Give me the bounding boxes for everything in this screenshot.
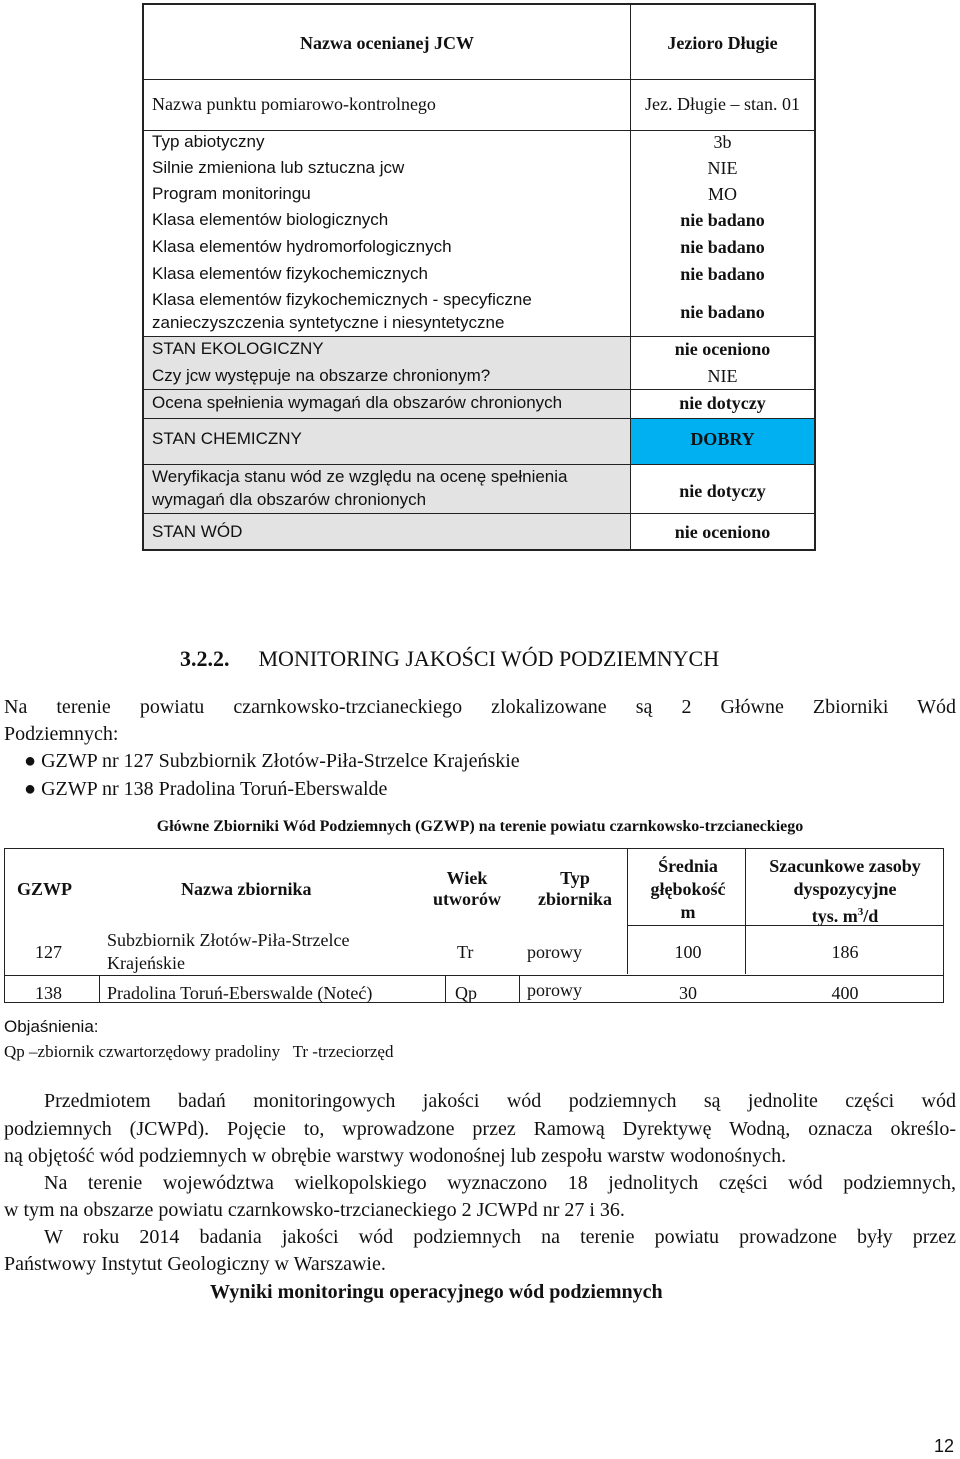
col-age-header-l2: utworów [433, 889, 501, 909]
col-resources-header-l1: Szacunkowe zasoby [769, 856, 921, 876]
row-label: Klasa elementów fizykochemicznych - specyficzne [152, 290, 532, 309]
row138-name: Pradolina Toruń-Eberswalde (Noteć) [107, 983, 373, 1003]
col-age-header [417, 868, 517, 910]
row-label: wymagań dla obszarów chronionych [152, 490, 427, 509]
col-name-header: Nazwa zbiornika [181, 879, 312, 899]
jcw-header-row [144, 5, 814, 79]
row-label: Typ abiotyczny [152, 132, 265, 151]
row-value: nie oceniono [674, 339, 771, 359]
jcw-name-label: Nazwa ocenianej JCW [300, 33, 474, 53]
p2-line1: Na terenie województwa wielkopolskiego wyznaczono 18 jednolitych części wód podziemnych, [44, 1172, 956, 1194]
row-label: STAN CHEMICZNY [152, 429, 302, 448]
p1-line2: podziemnych (JCWPd). Pojęcie to, wprowadzone przez Ramową Dyrektywę Wodną, oznacza określo- [4, 1118, 956, 1140]
point-label: Nazwa punktu pomiarowo-kontrolnego [152, 94, 436, 114]
row138-gzwp: 138 [35, 983, 62, 1003]
jcw-name-value: Jezioro Długie [667, 33, 778, 53]
jcw-status-table [142, 3, 816, 551]
row-label: STAN WÓD [152, 522, 243, 541]
row-value: nie badano [680, 237, 765, 257]
section-title: MONITORING JAKOŚCI WÓD PODZIEMNYCH [258, 646, 720, 671]
p3-line1: W roku 2014 badania jakości wód podziemnych na terenie powiatu prowadzone były przez [44, 1226, 956, 1248]
row127-depth: 100 [674, 942, 702, 962]
row-value: nie oceniono [674, 522, 771, 542]
p3-line2: Państwowy Instytut Geologiczny w Warszawie. [4, 1253, 386, 1275]
row-label: Klasa elementów biologicznych [152, 210, 389, 229]
legend-title: Objaśnienia: [4, 1017, 99, 1036]
row127-gzwp: 127 [35, 942, 62, 962]
p1-line1: Przedmiotem badań monitoringowych jakości wód podziemnych są jednolite części wód [44, 1090, 956, 1112]
section-number: 3.2.2. [180, 646, 230, 671]
row138-depth: 30 [679, 983, 697, 1003]
row-label: STAN EKOLOGICZNY [152, 339, 324, 358]
row127-name [107, 929, 349, 975]
row127-resources: 186 [831, 942, 859, 962]
row-value: 3b [713, 132, 732, 152]
row-value: nie badano [680, 302, 765, 322]
row-label: Czy jcw występuje na obszarze chronionym? [152, 366, 491, 385]
intro-line1: Na terenie powiatu czarnkowsko-trzcianeckiego zlokalizowane są 2 Główne Zbiorniki Wód [4, 696, 956, 718]
row-value: nie dotyczy [679, 393, 766, 413]
row127-name-l2: Krajeńskie [107, 953, 185, 973]
row-value: nie badano [680, 264, 765, 284]
subheading: Wyniki monitoringu operacyjnego wód podziemnych [210, 1281, 663, 1303]
row138-resources: 400 [831, 983, 859, 1003]
row-label: Silnie zmieniona lub sztuczna jcw [152, 158, 405, 177]
row-value: NIE [707, 158, 738, 178]
page-number: 12 [934, 1436, 955, 1456]
gzwp-caption: Główne Zbiorniki Wód Podziemnych (GZWP) na terenie powiatu czarnkowsko-trzcianeckiego [156, 818, 804, 835]
col-resources-header-l3 [747, 901, 943, 928]
bullet-gzwp-138: ● GZWP nr 138 Pradolina Toruń-Eberswalde [24, 778, 388, 800]
unit-sup: 3 [857, 906, 864, 918]
col-depth-header-l2: głębokość [650, 879, 726, 899]
row-value: nie badano [680, 210, 765, 230]
row-label: Program monitoringu [152, 184, 311, 203]
row-value: nie dotyczy [679, 481, 766, 501]
col-age-header-l1: Wiek [446, 868, 488, 888]
row-value: MO [707, 184, 737, 204]
row127-age: Tr [457, 942, 474, 962]
col-type-header-l1: Typ [560, 868, 590, 888]
row138-type: porowy [527, 980, 582, 1000]
row-value: NIE [707, 366, 738, 386]
col-type-header [525, 868, 625, 910]
intro-line2: Podziemnych: [4, 723, 119, 745]
row-label: Ocena spełnienia wymagań dla obszarów chronionych [152, 393, 563, 412]
row-value: DOBRY [690, 429, 755, 449]
p2-line2: w tym na obszarze powiatu czarnkowsko-trzcianeckiego 2 JCWPd nr 27 i 36. [4, 1199, 625, 1221]
legend-text: Qp –zbiornik czwartorzędowy pradoliny Tr -trzeciorzęd [4, 1042, 394, 1061]
col-type-header-l2: zbiornika [537, 889, 612, 909]
unit-text: tys. m [811, 906, 858, 926]
row-label: Weryfikacja stanu wód ze względu na ocenę spełnienia [152, 467, 568, 486]
unit-tail: /d [863, 906, 879, 926]
row-specyficzne [144, 290, 814, 336]
row-label: Klasa elementów fizykochemicznych [152, 264, 428, 283]
row127-type: porowy [527, 942, 582, 962]
col-gzwp-header: GZWP [17, 879, 73, 899]
col-resources-header [747, 855, 943, 928]
p1-line3: ną objętość wód podziemnych w obrębie warstwy wodonośnej lub zespołu warstw wodonośnych. [4, 1145, 787, 1167]
section-heading [180, 646, 719, 672]
jcw-point-row [144, 80, 814, 130]
gzwp-table [4, 848, 944, 1003]
row-weryfikacja [144, 467, 814, 513]
row127-name-l1: Subzbiornik Złotów-Piła-Strzelce [107, 930, 350, 950]
row-label: zanieczyszczenia syntetyczne i niesyntetyczne [152, 313, 505, 332]
col-resources-header-l2: dyspozycyjne [793, 879, 897, 899]
point-value: Jez. Długie – stan. 01 [645, 94, 800, 114]
col-depth-header-l1: Średnia [658, 856, 718, 876]
bullet-gzwp-127: ● GZWP nr 127 Subzbiornik Złotów-Piła-Strzelce Krajeńskie [24, 750, 520, 772]
col-depth-header [633, 855, 743, 924]
row138-age: Qp [455, 983, 477, 1003]
row-label: Klasa elementów hydromorfologicznych [152, 237, 452, 256]
col-depth-header-l3: m [680, 902, 696, 922]
